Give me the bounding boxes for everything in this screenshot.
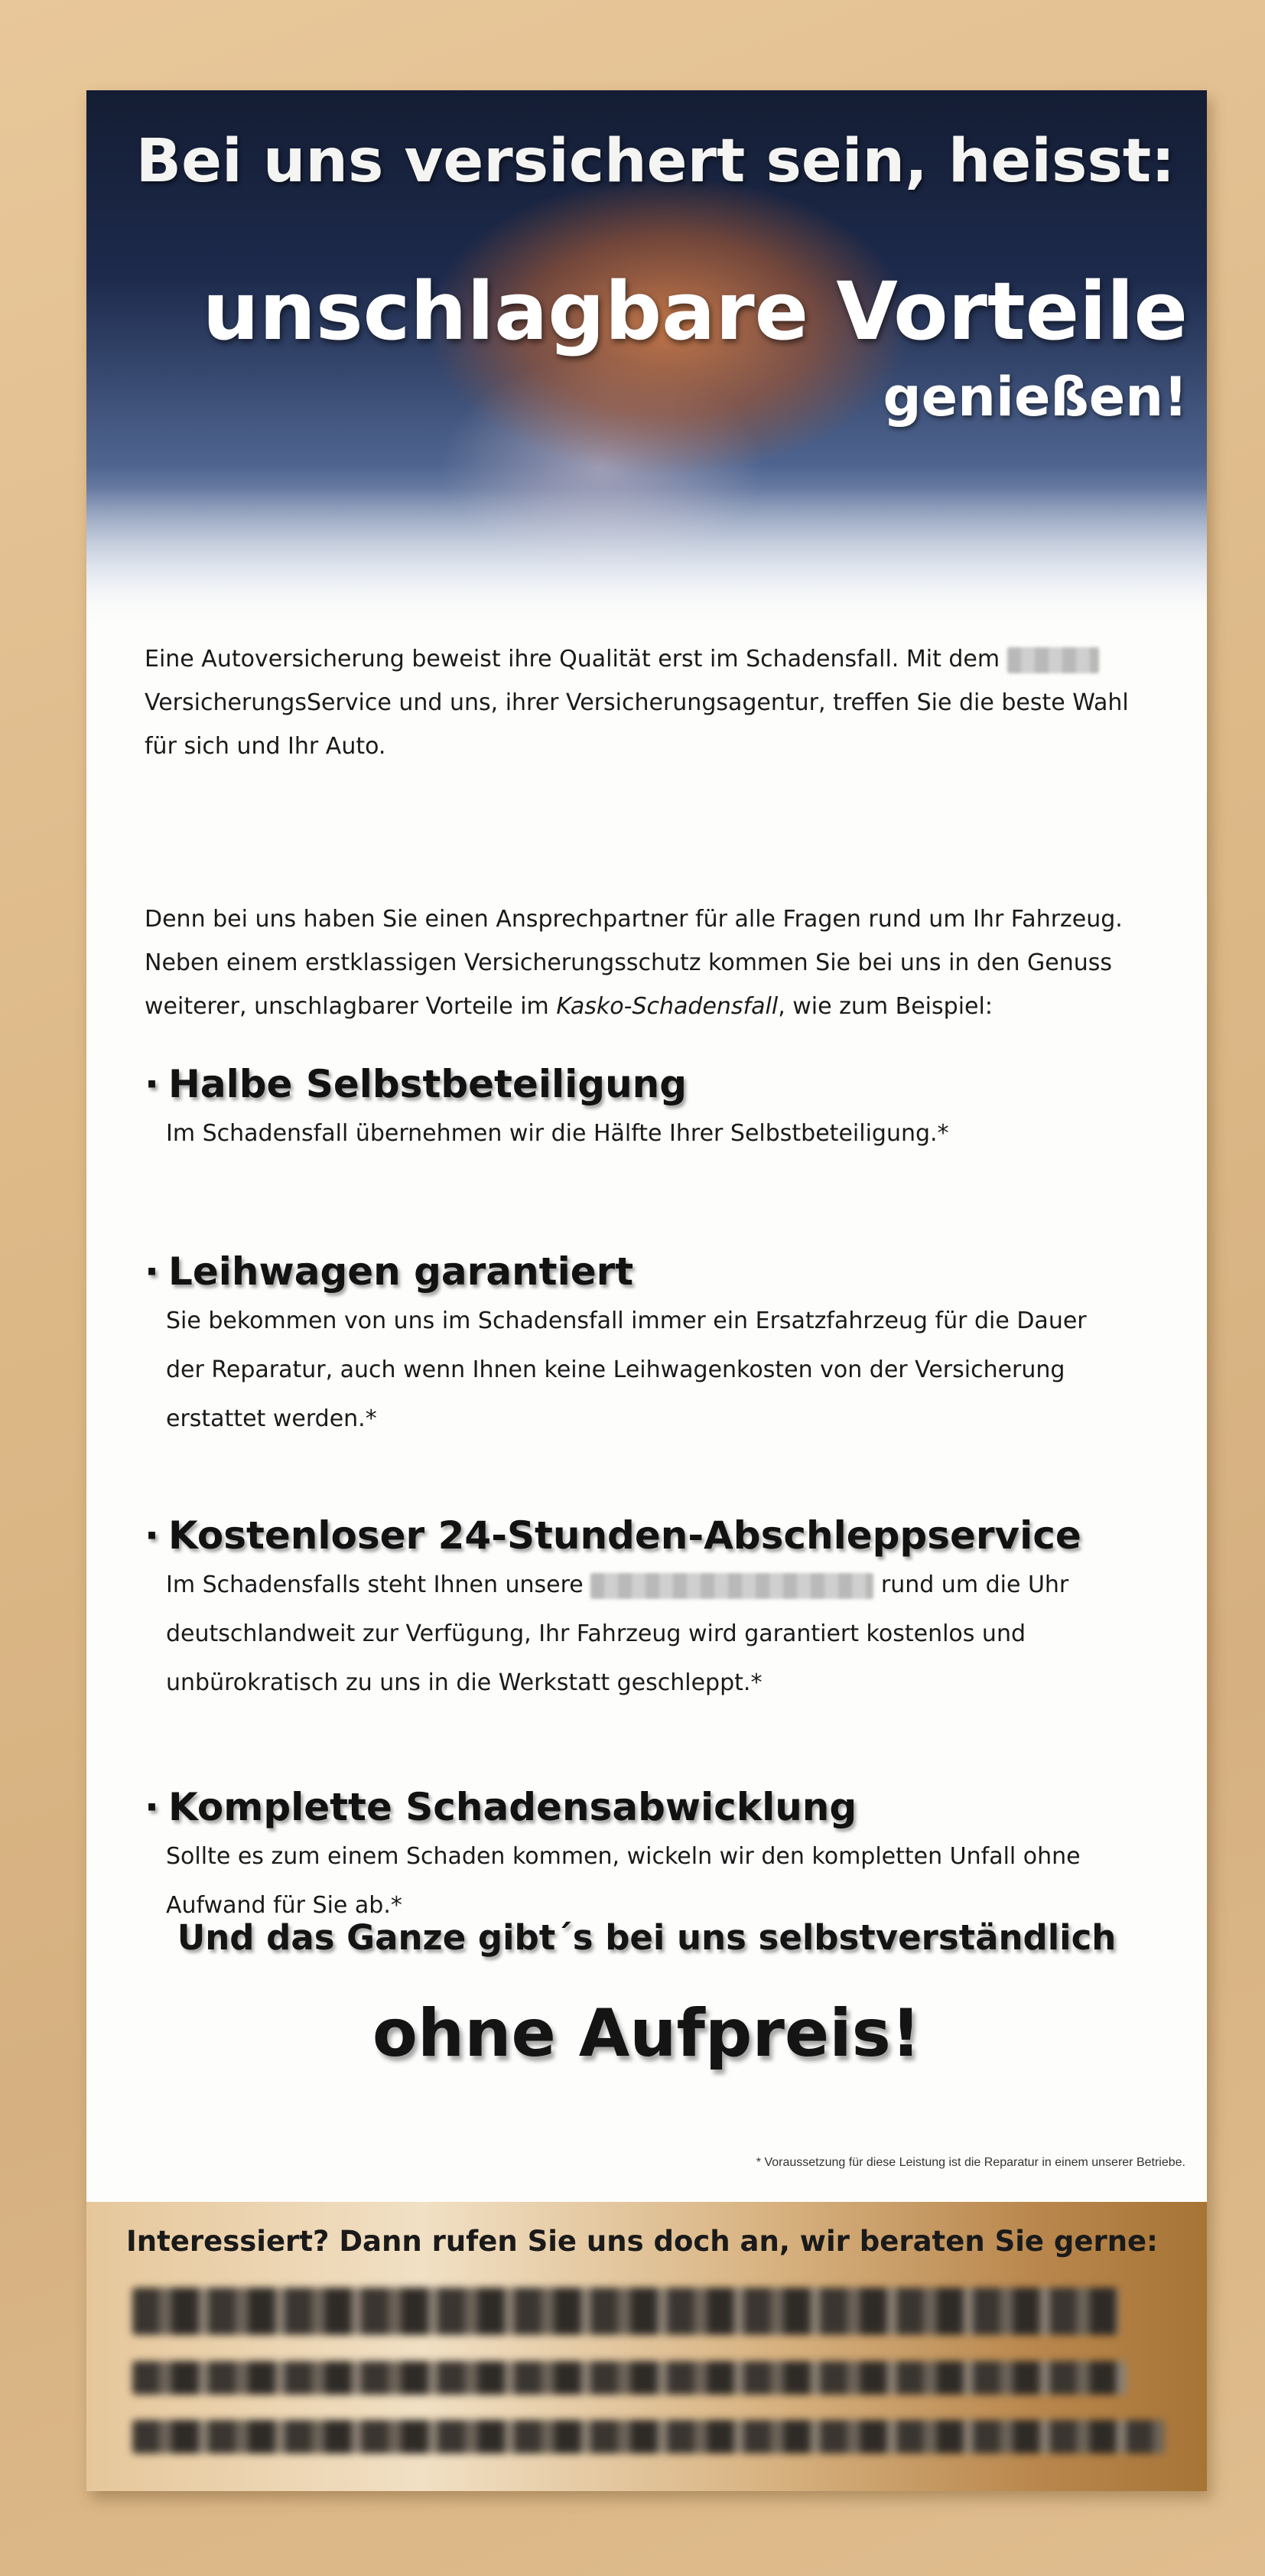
benefit-1-text: Im Schadensfall übernehmen wir die Hälfte Ihrer Selbstbeteiligung.* — [166, 1120, 949, 1147]
footnote: * Voraussetzung für diese Leistung ist die Reparatur in einem unserer Betriebe. — [756, 2156, 1185, 2169]
benefit-3-text — [166, 1561, 1153, 1708]
benefit-2-title: Leihwagen garantiert — [168, 1249, 634, 1294]
closing-line-1: Und das Ganze gibt´s bei uns selbstverständlich — [177, 1917, 1117, 1958]
hero-headline-1: Bei uns versichert sein, heisst: — [135, 127, 1176, 196]
intro2-emphasis: Kasko-Schadensfall — [556, 993, 779, 1020]
bullet-dot: · — [145, 1513, 159, 1558]
benefit-1 — [145, 1062, 1169, 1158]
hero-headline-2: unschlagbare Vorteile — [202, 265, 1188, 358]
redacted-company-name — [132, 2288, 1119, 2335]
benefit-3-title: Kostenloser 24-Stunden-Abschleppservice — [168, 1513, 1081, 1558]
benefit-4 — [145, 1785, 1169, 1930]
bullet-dot: · — [145, 1785, 159, 1829]
redacted-brand — [1007, 647, 1099, 673]
intro-paragraph-2 — [145, 897, 1162, 1028]
benefit-3-text-a: Im Schadensfalls steht Ihnen unsere — [166, 1571, 584, 1598]
intro-text-b: VersicherungsService und uns, ihrer Versicherungsagentur, treffen Sie die beste Wahl für sich und Ihr Auto. — [145, 689, 1129, 760]
flyer — [86, 90, 1207, 2491]
benefit-2 — [145, 1249, 1169, 1444]
footer-cta: Interessiert? Dann rufen Sie uns doch an, wir beraten Sie gerne: — [126, 2225, 1158, 2258]
bullet-dot: · — [145, 1062, 159, 1106]
contact-footer — [86, 2202, 1207, 2491]
intro2-text-b: , wie zum Beispiel: — [778, 993, 993, 1020]
benefit-4-text: Sollte es zum einem Schaden kommen, wickeln wir den kompletten Unfall ohne Aufwand für Sie ab.* — [166, 1843, 1081, 1919]
intro-paragraph-1 — [145, 637, 1162, 768]
benefit-4-title: Komplette Schadensabwicklung — [168, 1785, 857, 1829]
redacted-service-name — [590, 1573, 873, 1599]
benefit-2-text: Sie bekommen von uns im Schadensfall immer ein Ersatzfahrzeug für die Dauer der Reparatur, auch wenn Ihnen keine Leihwagenkosten von der Versicherung erstattet werden.* — [166, 1308, 1087, 1432]
hero-banner — [86, 90, 1207, 626]
intro-text-a: Eine Autoversicherung beweist ihre Qualität erst im Schadensfall. Mit dem — [145, 646, 1000, 672]
benefit-3-text-b: rund um die Uhr deutschlandweit zur Verfügung, Ihr Fahrzeug wird garantiert kostenlos und unbürokratisch zu uns in die Werkstatt geschleppt.* — [166, 1571, 1069, 1696]
benefit-3 — [145, 1513, 1169, 1708]
bullet-dot: · — [145, 1249, 159, 1294]
benefit-1-title: Halbe Selbstbeteiligung — [168, 1062, 688, 1106]
hero-headline-3: genießen! — [883, 366, 1188, 428]
intro2-text-a: Denn bei uns haben Sie einen Ansprechpartner für alle Fragen rund um Ihr Fahrzeug. Neben einem erstklassigen Versicherungsschutz kommen Sie bei uns in den Genuss weiterer, unschlagbarer Vorteile im — [145, 906, 1123, 1020]
redacted-address — [132, 2361, 1127, 2395]
redacted-phone — [132, 2420, 1165, 2454]
closing-line-2: ohne Aufpreis! — [372, 1995, 922, 2072]
